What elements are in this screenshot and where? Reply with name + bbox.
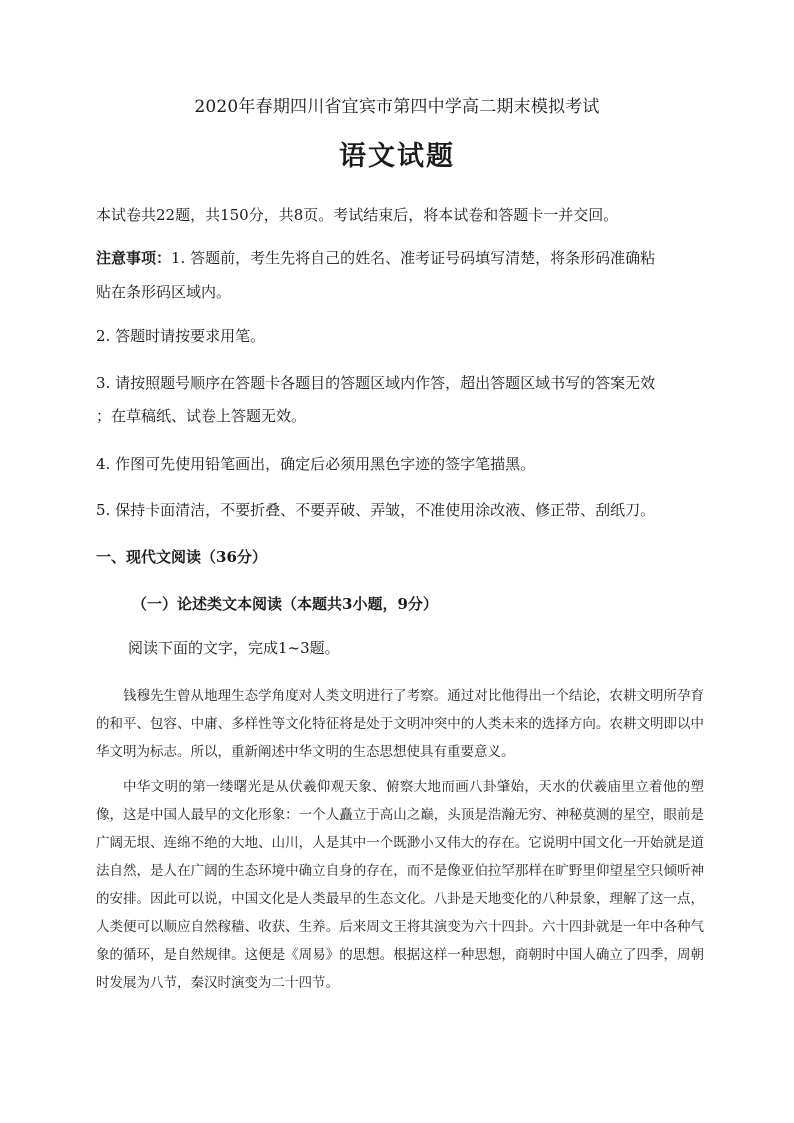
notes-item-1 [96,242,706,274]
exam-title: 2020年春期四川省宜宾市第四中学高二期末模拟考试 [194,97,600,117]
subject-title: 语文试题 [339,141,455,172]
subsection-title: （一）论述类文本阅读（本题共3小题，9分） [132,595,438,613]
notes-item-5: 5. 保持卡面清洁，不要折叠、不要弄破、弄皱，不准使用涂改液、修正带、刮纸刀。 [96,501,656,519]
notes-item-1-cont: 贴在条形码区域内。 [96,283,232,301]
notes-item-3: 3. 请按照题号顺序在答题卡各题目的答题区域内作答，超出答题区域书写的答案无效 [96,374,656,392]
notes-item-1-text: 1. 答题前，考生先将自己的姓名、准考证号码填写清楚，将条形码准确粘 [171,249,656,267]
section-title: 一、现代文阅读（36分） [96,548,267,566]
passage-paragraph-1: 钱穆先生曾从地理生态学角度对人类文明进行了考察。通过对比他得出一个结论，农耕文明所孕育的和平、包容、中庸、多样性等文化特征将是处于文明冲突中的人类未来的选择方向。农耕文明即以中华文明为标志。所以，重新阐述中华文明的生态思想使具有重要意义。 [96,688,704,760]
notes-label: 注意事项： [96,249,172,267]
notes-item-3-cont: ；在草稿纸、试卷上答题无效。 [96,407,307,425]
reading-instruction: 阅读下面的文字，完成1~3题。 [128,639,340,657]
passage-paragraph-2: 中华文明的第一缕曙光是从伏羲仰观天象、俯察大地而画八卦肇始，天水的伏羲庙里立着他的塑像，这是中国人最早的文化形象：一个人矗立于高山之巅，头顶是浩瀚无穷、神秘莫测的星空，眼前是广阔无垠、连绵不绝的大地、山川，人是其中一个既渺小又伟大的存在。它说明中国文化一开始就是道法自然，是人在广阔的生态环境中确立自身的存在，而不是像亚伯拉罕那样在旷野里仰望星空只倾听神的安排。因此可以说，中国文化是人类最早的生态文化。八卦是天地变化的八种景象，理解了这一点，人类便可以顺应自然稼穑、收获、生养。后来周文王将其演变为六十四卦。六十四卦就是一年中各种气象的循环，是自然规律。这便是《周易》的思想。根据这样一种思想，商朝时中国人确立了四季，周朝时发展为八节，秦汉时演变为二十四节。 [96,779,704,991]
notes-item-2: 2. 答题时请按要求用笔。 [96,327,266,345]
notes-item-4: 4. 作图可先使用铅笔画出，确定后必须用黑色字迹的签字笔描黑。 [96,455,536,473]
exam-intro: 本试卷共22题，共150分，共8页。考试结束后，将本试卷和答题卡一并交回。 [96,206,619,224]
